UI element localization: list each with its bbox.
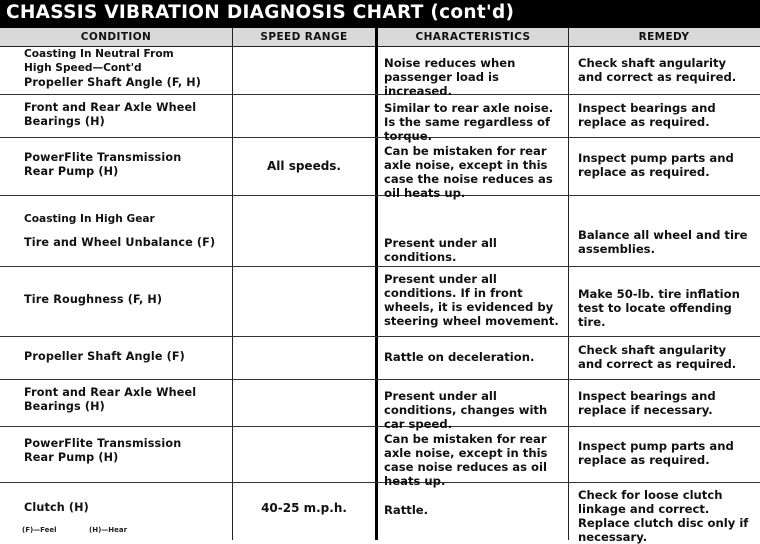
header-remedy: REMEDY [638,31,690,43]
characteristics-cell: Similar to rear axle noise. Is the same regardless of torque. [384,101,554,143]
condition-cell: Tire Roughness (F, H) [24,293,163,306]
condition-cell: Propeller Shaft Angle (F) [24,350,185,363]
characteristics-cell: Noise reduces when passenger load is increased. [384,56,516,98]
remedy-cell: Check shaft angularity and correct as required. [578,343,737,371]
condition-cell: PowerFlite Transmission Rear Pump (H) [24,437,182,464]
legend-feel: (F)—Feel [22,526,57,534]
row-divider [0,336,760,337]
speed-range-cell: 40-25 m.p.h. [261,501,347,515]
header-speed-range: SPEED RANGE [260,31,348,43]
condition-cell: Propeller Shaft Angle (F, H) [24,76,202,89]
row-divider [0,137,760,138]
column-divider [232,28,233,540]
row-divider [0,94,760,95]
condition-cell: Front and Rear Axle Wheel Bearings (H) [24,386,197,413]
speed-range-cell: All speeds. [267,159,341,173]
column-divider [568,28,569,540]
row-divider [0,426,760,427]
condition-cell: Tire and Wheel Unbalance (F) [24,236,216,249]
title-bar [0,0,760,28]
legend-hear: (H)—Hear [89,526,128,534]
group-label-line: Coasting In Neutral From [24,48,174,60]
remedy-cell: Inspect bearings and replace as required. [578,101,716,129]
column-divider [375,28,378,540]
remedy-cell: Balance all wheel and tire assemblies. [578,228,748,256]
remedy-cell: Check for loose clutch linkage and correct. Replace clutch disc only if necessary. [578,488,749,544]
characteristics-cell: Present under all conditions, changes with car speed. [384,389,548,431]
remedy-cell: Check shaft angularity and correct as required. [578,56,737,84]
chart-title: CHASSIS VIBRATION DIAGNOSIS CHART (cont'd) [6,2,515,23]
group-label [24,47,229,75]
characteristics-cell: Present under all conditions. If in front wheels, it is evidenced by steering wheel movement. [384,272,559,328]
characteristics-cell: Present under all conditions. [384,236,497,264]
characteristics-cell: Rattle. [384,503,429,517]
group-label-line: High Speed—Cont'd [24,62,142,74]
row-divider [0,482,760,483]
condition-cell: Front and Rear Axle Wheel Bearings (H) [24,101,197,128]
condition-cell: Clutch (H) [24,501,89,514]
row-divider [0,266,760,267]
legend [22,526,157,534]
characteristics-cell: Can be mistaken for rear axle noise, except in this case the noise reduces as oil heats up. [384,144,553,200]
remedy-cell: Inspect pump parts and replace as required. [578,439,734,467]
characteristics-cell: Rattle on deceleration. [384,350,535,364]
header-characteristics: CHARACTERISTICS [415,31,531,43]
remedy-cell: Inspect pump parts and replace as required. [578,151,734,179]
table-header [0,28,760,47]
row-divider [0,379,760,380]
header-condition: CONDITION [80,31,152,43]
remedy-cell: Inspect bearings and replace if necessary. [578,389,716,417]
remedy-cell: Make 50-lb. tire inflation test to locate offending tire. [578,287,740,329]
group-label: Coasting In High Gear [24,213,155,225]
condition-cell: PowerFlite Transmission Rear Pump (H) [24,151,182,178]
row-divider [0,195,760,196]
characteristics-cell: Can be mistaken for rear axle noise, except in this case noise reduces as oil heats up. [384,432,548,488]
